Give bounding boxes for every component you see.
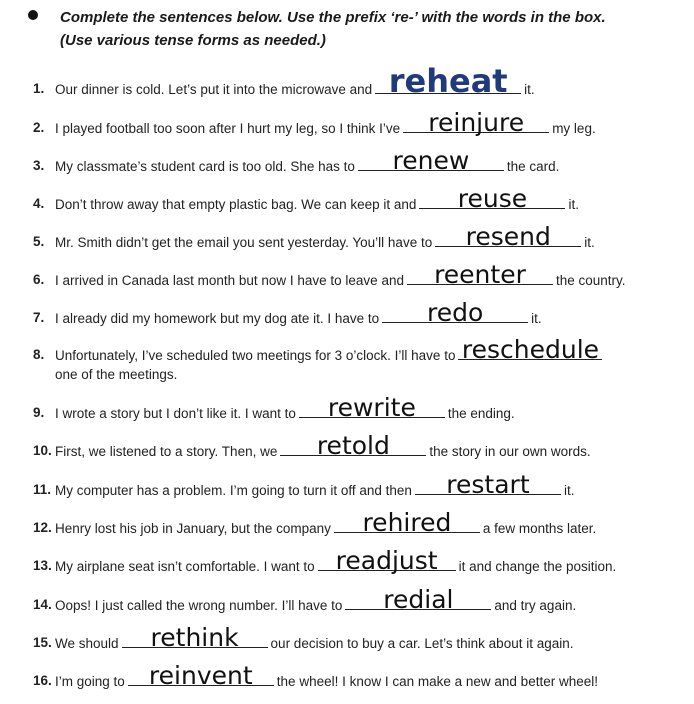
- item-number: 2.: [33, 120, 45, 135]
- handwritten-answer: redial: [383, 585, 454, 614]
- item-number: 16.: [33, 673, 52, 688]
- sentence-start: I already did my homework but my dog ate it. I have to: [55, 311, 380, 326]
- sentence-continuation: one of the meetings.: [55, 367, 178, 382]
- handwritten-answer: restart: [446, 470, 530, 499]
- answer-blank[interactable]: [375, 62, 521, 100]
- sentence-end: it.: [531, 311, 542, 326]
- item-number: 3.: [33, 158, 45, 173]
- exercise-item: [0, 146, 694, 176]
- answer-blank[interactable]: [280, 431, 426, 460]
- item-number: 6.: [33, 272, 45, 287]
- sentence-end: it and change the position.: [458, 559, 617, 574]
- handwritten-answer: reuse: [457, 184, 528, 213]
- exercise-item: [0, 260, 694, 290]
- item-number: 5.: [33, 234, 45, 249]
- handwritten-answer: reinvent: [148, 661, 253, 690]
- sentence-start: Mr. Smith didn’t get the email you sent yesterday. You’ll have to: [55, 235, 433, 250]
- bullet-icon: [28, 10, 38, 20]
- item-number: 9.: [33, 405, 45, 420]
- sentence-start: My computer has a problem. I’m going to turn it off and then: [55, 483, 412, 498]
- item-number: 11.: [33, 482, 52, 497]
- handwritten-answer: readjust: [335, 546, 438, 575]
- handwritten-answer: rethink: [150, 623, 239, 652]
- sentence-end: and try again.: [494, 598, 577, 613]
- exercise-item: [0, 623, 694, 653]
- answer-blank[interactable]: [318, 546, 456, 575]
- exercise-item: [0, 508, 694, 538]
- handwritten-answer: resend: [465, 222, 551, 251]
- handwritten-answer: reenter: [434, 260, 526, 289]
- handwritten-answer: rewrite: [327, 393, 416, 422]
- sentence-end: the card.: [506, 159, 560, 174]
- answer-blank[interactable]: [128, 661, 274, 690]
- answer-blank[interactable]: [334, 508, 480, 537]
- instructions-line-2: (Use various tense forms as needed.): [60, 32, 326, 49]
- sentence-start: We should: [55, 636, 119, 651]
- sentence-end: my leg.: [552, 121, 596, 136]
- sentence-start: I wrote a story but I don’t like it. I want to: [55, 406, 296, 421]
- sentence-start: Oops! I just called the wrong number. I’ll have to: [55, 598, 343, 613]
- handwritten-answer: retold: [316, 431, 390, 460]
- sentence-end: it.: [584, 235, 595, 250]
- sentence-end: the country.: [555, 273, 626, 288]
- sentence-start: First, we listened to a story. Then, we: [55, 444, 278, 459]
- sentence-end: it.: [568, 197, 579, 212]
- exercise-item: [0, 661, 694, 691]
- exercise-item: [0, 108, 694, 138]
- sentence-start: I arrived in Canada last month but now I have to leave and: [55, 273, 404, 288]
- sentence-end: our decision to buy a car. Let’s think about it again.: [270, 636, 574, 651]
- sentence-end: it.: [524, 82, 535, 97]
- answer-blank[interactable]: [435, 222, 581, 251]
- answer-blank[interactable]: [458, 335, 602, 364]
- item-number: 1.: [33, 81, 45, 96]
- sentence-start: My airplane seat isn’t comfortable. I want to: [55, 559, 315, 574]
- instructions: [60, 6, 680, 52]
- sentence-end: a few months later.: [482, 521, 597, 536]
- sentence-start: Our dinner is cold. Let’s put it into the microwave and: [55, 82, 373, 97]
- sentence-start: I played football too soon after I hurt my leg, so I think I’ve: [55, 121, 401, 136]
- sentence-start: Don’t throw away that empty plastic bag. We can keep it and: [55, 197, 417, 212]
- answer-blank[interactable]: [345, 585, 491, 614]
- item-number: 13.: [33, 558, 52, 573]
- handwritten-answer: redo: [427, 298, 484, 327]
- answer-blank[interactable]: [382, 298, 528, 327]
- instructions-line-1: Complete the sentences below. Use the prefix ‘re-’ with the words in the box.: [60, 9, 606, 26]
- item-number: 12.: [33, 520, 52, 535]
- answer-blank[interactable]: [122, 623, 268, 652]
- answer-blank[interactable]: [415, 470, 561, 499]
- item-number: 7.: [33, 310, 45, 325]
- sentence-end: it.: [563, 483, 575, 498]
- handwritten-answer: renew: [392, 146, 470, 175]
- item-number: 10.: [33, 443, 52, 458]
- handwritten-answer: rehired: [362, 508, 452, 537]
- exercise-item: [0, 546, 694, 576]
- exercise-item: [0, 298, 694, 328]
- sentence-start: My classmate’s student card is too old. She has to: [55, 159, 355, 174]
- handwritten-answer: reheat: [388, 62, 508, 100]
- exercise-item: [0, 222, 694, 252]
- sentence-end: the story in our own words.: [429, 444, 591, 459]
- answer-blank[interactable]: [419, 184, 565, 213]
- answer-blank[interactable]: [299, 393, 445, 422]
- item-number: 14.: [33, 597, 52, 612]
- exercise-item: [0, 431, 694, 461]
- answer-blank[interactable]: [358, 146, 504, 175]
- exercise-item: [0, 470, 694, 500]
- exercise-item: [0, 393, 694, 423]
- item-number: 8.: [33, 347, 45, 362]
- answer-blank[interactable]: [407, 260, 553, 289]
- answer-blank[interactable]: [403, 108, 549, 137]
- sentence-start: Henry lost his job in January, but the company: [55, 521, 331, 536]
- sentence-start: Unfortunately, I’ve scheduled two meetings for 3 o’clock. I’ll have to: [55, 348, 456, 363]
- sentence-start: I’m going to: [55, 674, 125, 689]
- exercise-item: [0, 184, 694, 214]
- item-number: 4.: [33, 196, 45, 211]
- sentence-end: the ending.: [447, 406, 515, 421]
- exercise-item: [0, 62, 694, 100]
- exercise-item: [0, 335, 694, 385]
- exercise-item: [0, 585, 694, 615]
- item-number: 15.: [33, 635, 52, 650]
- handwritten-answer: reinjure: [428, 108, 525, 137]
- handwritten-answer: reschedule: [461, 335, 600, 364]
- sentence-end: the wheel! I know I can make a new and better wheel!: [276, 674, 598, 689]
